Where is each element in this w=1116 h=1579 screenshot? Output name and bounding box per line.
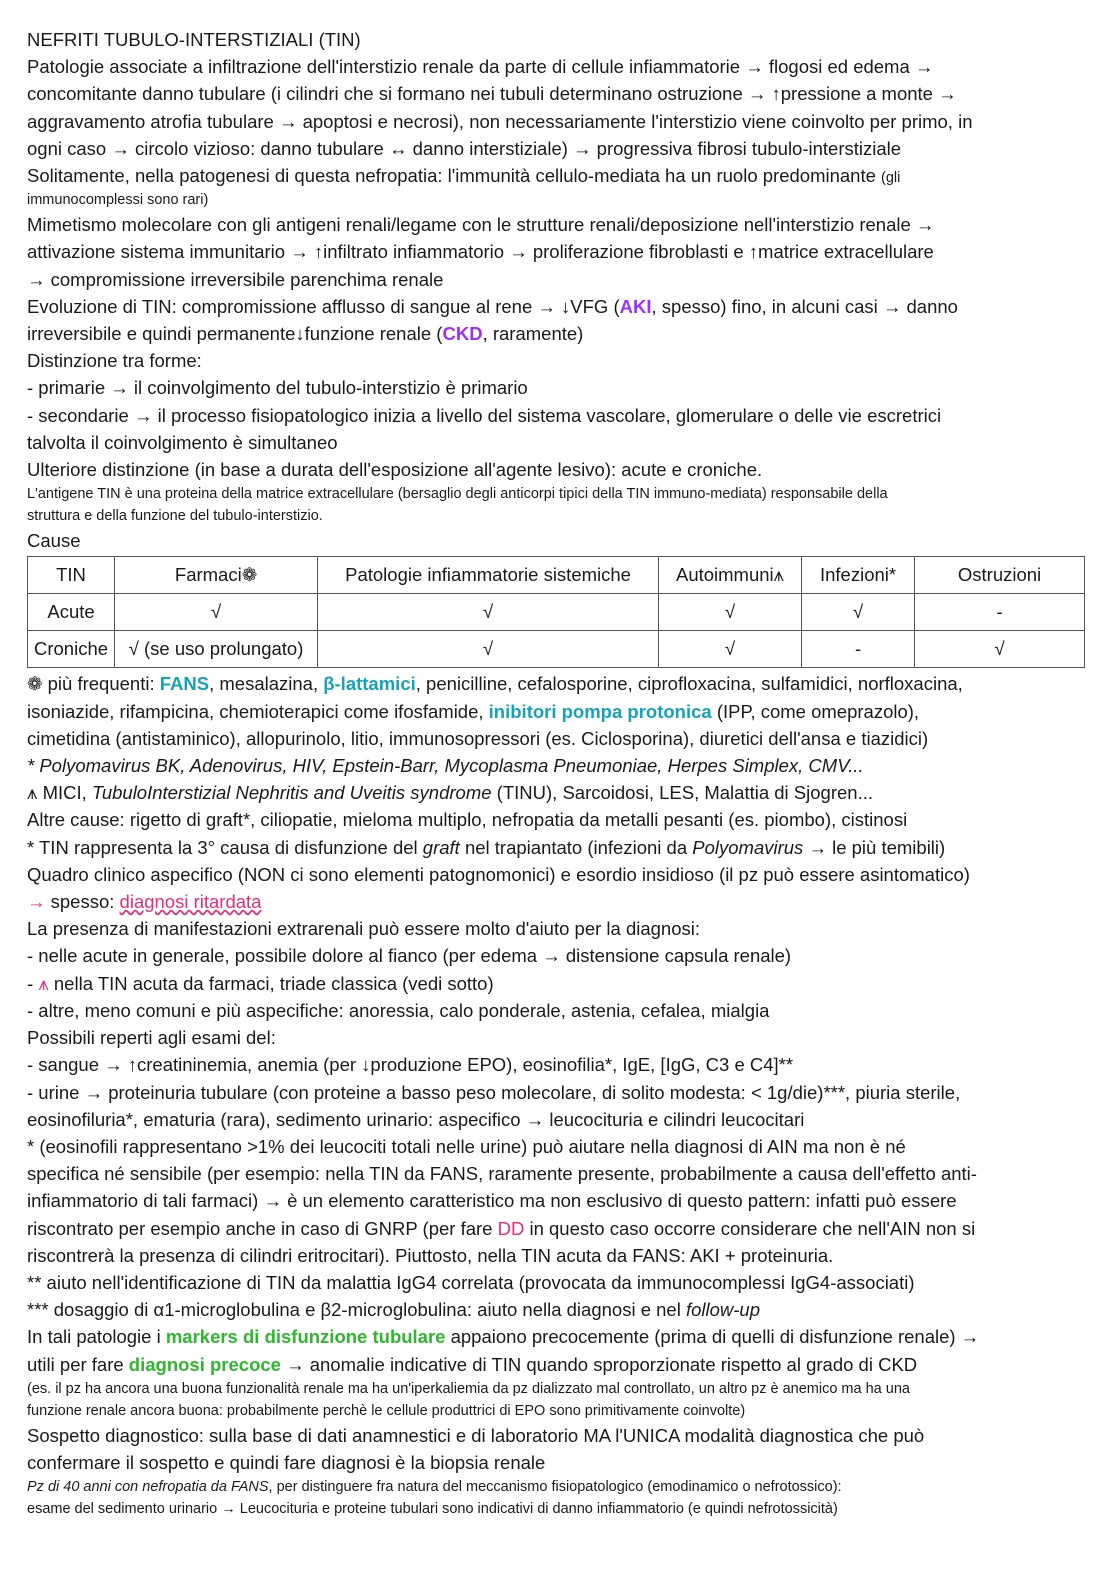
text-line: - primarie → il coinvolgimento del tubulo-interstizio è primario — [27, 377, 528, 399]
text-span: Evoluzione di TIN: compromissione afflusso di sangue al rene → ↓VFG ( — [27, 295, 620, 317]
text-line: - altre, meno comuni e più aspecifiche: anoressia, calo ponderale, astenia, cefalea, mialgia — [27, 999, 770, 1021]
text-span: , penicilline, cefalosporine, ciprofloxacina, sulfamidici, norfloxacina, — [415, 673, 963, 695]
table-cell: √ — [115, 594, 318, 631]
text-line: Altre cause: rigetto di graft*, ciliopatie, mieloma multiplo, nefropatia da metalli pesanti (es. piombo), cistinosi — [27, 809, 908, 831]
small-note: esame del sedimento urinario → Leucocituria e proteine tubulari sono indicativi di danno infiammatorio (e quindi nefrotossicità) — [27, 1501, 838, 1518]
dd-highlight: DD — [497, 1217, 525, 1239]
text-line: aggravamento atrofia tubulare → apoptosi e necrosi), non necessariamente l'interstizio viene coinvolto per primo, in — [27, 110, 973, 132]
text-line: Sospetto diagnostico: sulla base di dati anamnestici e di laboratorio MA l'UNICA modalità diagnostica che può — [27, 1424, 925, 1446]
text-span: → anomalie indicative di TIN quando sproporzionate rispetto al grado di CKD — [280, 1353, 918, 1375]
table-header: Autoimmuni⩚ — [659, 557, 802, 594]
text-span: (IPP, come omeprazolo), — [711, 700, 920, 722]
text-line: - nelle acute in generale, possibile dolore al fianco (per edema → distensione capsula renale) — [27, 945, 792, 967]
table-cell: Croniche — [28, 631, 115, 668]
text-line: specifica né sensibile (per esempio: nella TIN da FANS, raramente presente, probabilmente a causa dell'effetto anti- — [27, 1163, 977, 1185]
text-line — [27, 293, 1089, 320]
text-span: In tali patologie i — [27, 1326, 166, 1348]
text-line: * (eosinofili rappresentano >1% dei leucociti totali nelle urine) può aiutare nella diagnosi di AIN ma non è né — [27, 1135, 906, 1157]
fans-highlight: FANS — [159, 673, 210, 695]
text-span: spesso: — [45, 891, 120, 913]
text-line — [27, 1215, 1089, 1242]
text-line: - sangue → ↑creatininemia, anemia (per ↓produzione EPO), eosinofilia*, IgE, [IgG, C3 e C4]** — [27, 1054, 794, 1076]
text-span: graft — [422, 836, 460, 858]
text-line: cimetidina (antistaminico), allopurinolo, litio, immunosopressori (es. Ciclosporina), diuretici dell'ansa e tiazidici) — [27, 727, 929, 749]
text-line — [27, 779, 1089, 806]
text-span: (TINU), Sarcoidosi, LES, Malattia di Sjogren... — [491, 782, 873, 804]
text-line: - ⩚ nella TIN acuta da farmaci, triade classica (vedi sotto) — [27, 972, 494, 994]
text-span: Pz di 40 anni con nefropatia da FANS — [27, 1479, 269, 1496]
table-cell: √ — [659, 631, 802, 668]
small-note: funzione renale ancora buona: probabilmente perchè le cellule produttrici di EPO sono primitivamente coinvolte) — [27, 1402, 746, 1419]
text-span: riscontrato per esempio anche in caso di GNRP (per fare — [27, 1217, 498, 1239]
ckd-highlight: CKD — [442, 323, 483, 345]
text-span: ⩚ MICI, — [27, 782, 92, 804]
markers-highlight: markers di disfunzione tubulare — [165, 1326, 446, 1348]
table-header: Infezioni* — [802, 557, 915, 594]
cause-table — [27, 556, 1085, 668]
text-span: , mesalazina, — [209, 673, 324, 695]
text-line — [27, 320, 1089, 347]
text-span: utili per fare — [27, 1353, 129, 1375]
text-line — [27, 1351, 1089, 1378]
table-cell: √ — [318, 631, 659, 668]
text-line: infiammatorio di tali farmaci) → è un elemento caratteristico ma non esclusivo di questo pattern: infatti può essere — [27, 1190, 957, 1212]
text-span: , spesso) fino, in alcuni casi → danno — [651, 295, 958, 317]
triad-symbol-icon: ⩚ — [38, 972, 49, 994]
table-cell: √ — [915, 631, 1085, 668]
text-span: nella TIN acuta da farmaci, triade classica (vedi sotto) — [48, 972, 494, 994]
text-span: → le più temibili) — [803, 836, 946, 858]
text-line: ** aiuto nell'identificazione di TIN da malattia IgG4 correlata (provocata da immunocomplessi IgG4-associati) — [27, 1271, 915, 1293]
table-cell: Acute — [28, 594, 115, 631]
text-line — [27, 888, 1089, 915]
text-span: isoniazide, rifampicina, chemioterapici come ifosfamide, — [27, 700, 489, 722]
arrow-icon: → — [27, 891, 46, 913]
text-line: confermare il sospetto e quindi fare diagnosi è la biopsia renale — [27, 1451, 546, 1473]
text-span: * TIN rappresenta la 3° causa di disfunzione del — [27, 836, 423, 858]
text-line: Mimetismo molecolare con gli antigeni renali/legame con le strutture renali/deposizione nell'interstizio renale → — [27, 214, 935, 236]
table-row — [28, 594, 1085, 631]
small-note — [27, 1476, 1089, 1498]
text-line: eosinofiluria*, ematuria (rara), sedimento urinario: aspecifico → leucocituria e cilindri leucocitari — [27, 1108, 805, 1130]
text-line — [27, 162, 1089, 189]
text-line: concomitante danno tubulare (i cilindri che si formano nei tubuli determinano ostruzione → ↑pressione a monte → — [27, 83, 957, 105]
small-note: struttura e della funzione del tubulo-interstizio. — [27, 508, 323, 525]
early-diagnosis-highlight: diagnosi precoce — [128, 1353, 281, 1375]
text-line: Quadro clinico aspecifico (NON ci sono elementi patognomonici) e esordio insidioso (il pz può essere asintomatico) — [27, 863, 970, 885]
text-span: , per distinguere fra natura del meccanismo fisiopatologico (emodinamico o nefrotossico): — [268, 1479, 842, 1496]
text-line: Patologie associate a infiltrazione dell'interstizio renale da parte di cellule infiammatorie → flogosi ed edema → — [27, 56, 934, 78]
beta-lactam-highlight: β-lattamici — [323, 673, 416, 695]
document-title: NEFRITI TUBULO-INTERSTIZIALI (TIN) — [27, 29, 361, 50]
text-span: in questo caso occorre considerare che nell'AIN non si — [524, 1217, 976, 1239]
text-line — [27, 1296, 1089, 1323]
text-line — [27, 698, 1089, 725]
table-header: Patologie infiammatorie sistemiche — [318, 557, 659, 594]
text-span: nel trapiantato (infezioni da — [459, 836, 693, 858]
small-note: immunocomplessi sono rari) — [27, 192, 209, 209]
table-header: TIN — [28, 557, 115, 594]
text-span: *** dosaggio di α1-microglobulina e β2-microglobulina: aiuto nella diagnosi e nel — [27, 1299, 686, 1321]
text-line: - urine → proteinuria tubulare (con proteine a basso peso molecolare, di solito modesta: < 1g/die)***, piuria sterile, — [27, 1081, 961, 1103]
aki-highlight: AKI — [619, 295, 652, 317]
text-line: La presenza di manifestazioni extrarenali può essere molto d'aiuto per la diagnosi: — [27, 918, 701, 940]
text-line: * Polyomavirus BK, Adenovirus, HIV, Epstein-Barr, Mycoplasma Pneumoniae, Herpes Simplex, CMV... — [27, 755, 864, 777]
text-line: Ulteriore distinzione (in base a durata dell'esposizione all'agente lesivo): acute e croniche. — [27, 459, 763, 481]
text-span: Polyomavirus — [692, 836, 804, 858]
text-line: riscontrerà la presenza di cilindri eritrocitari). Piuttosto, nella TIN acuta da FANS: AKI + proteinuria. — [27, 1244, 834, 1266]
text-line: Distinzione tra forme: — [27, 350, 202, 372]
text-span: , raramente) — [482, 323, 584, 345]
text-span: ❁ più frequenti: — [27, 673, 160, 695]
small-note: (es. il pz ha ancora una buona funzionalità renale ma ha un'iperkaliemia da pz dializzato mal controllato, un altro pz è anemico ma ha una — [27, 1380, 910, 1397]
ipp-highlight: inibitori pompa protonica — [488, 700, 712, 722]
text-line — [27, 1323, 1089, 1350]
table-row — [28, 631, 1085, 668]
table-cell: - — [802, 631, 915, 668]
delayed-diagnosis-highlight: diagnosi ritardata — [119, 891, 262, 913]
cause-label: Cause — [27, 530, 81, 552]
text-span: irreversibile e quindi permanente↓funzione renale ( — [27, 323, 443, 345]
small-note: (gli — [881, 170, 901, 187]
text-line: attivazione sistema immunitario → ↑infiltrato infiammatorio → proliferazione fibroblasti e ↑matrice extracellulare — [27, 241, 934, 263]
text-line — [27, 670, 1089, 697]
table-cell: √ — [318, 594, 659, 631]
document-page — [27, 26, 1089, 1520]
table-header: Farmaci❁ — [115, 557, 318, 594]
table-cell: √ — [802, 594, 915, 631]
small-note: L'antigene TIN è una proteina della matrice extracellulare (bersaglio degli anticorpi tipici della TIN immuno-mediata) responsabile della — [27, 486, 888, 503]
text-line: Possibili reperti agli esami del: — [27, 1027, 276, 1049]
text-span: TubuloInterstizial Nephritis and Uveitis syndrome — [91, 782, 492, 804]
text-line — [27, 834, 1089, 861]
table-cell: √ — [659, 594, 802, 631]
text-line: talvolta il coinvolgimento è simultaneo — [27, 431, 338, 453]
text-line: - secondarie → il processo fisiopatologico inizia a livello del sistema vascolare, glomerulare o delle vie escretrici — [27, 404, 942, 426]
table-header: Ostruzioni — [915, 557, 1085, 594]
table-cell: - — [915, 594, 1085, 631]
text-span: Solitamente, nella patogenesi di questa nefropatia: l'immunità cellulo-mediata ha un ruolo predominante — [27, 165, 876, 187]
table-header-row — [28, 557, 1085, 594]
text-span: follow-up — [685, 1299, 761, 1321]
text-span: appaiono precocemente (prima di quelli di disfunzione renale) → — [445, 1326, 980, 1348]
text-line: ogni caso → circolo vizioso: danno tubulare ↔ danno interstiziale) → progressiva fibrosi tubulo-interstiziale — [27, 137, 902, 159]
table-cell: √ (se uso prolungato) — [115, 631, 318, 668]
text-line: → compromissione irreversibile parenchima renale — [27, 268, 444, 290]
